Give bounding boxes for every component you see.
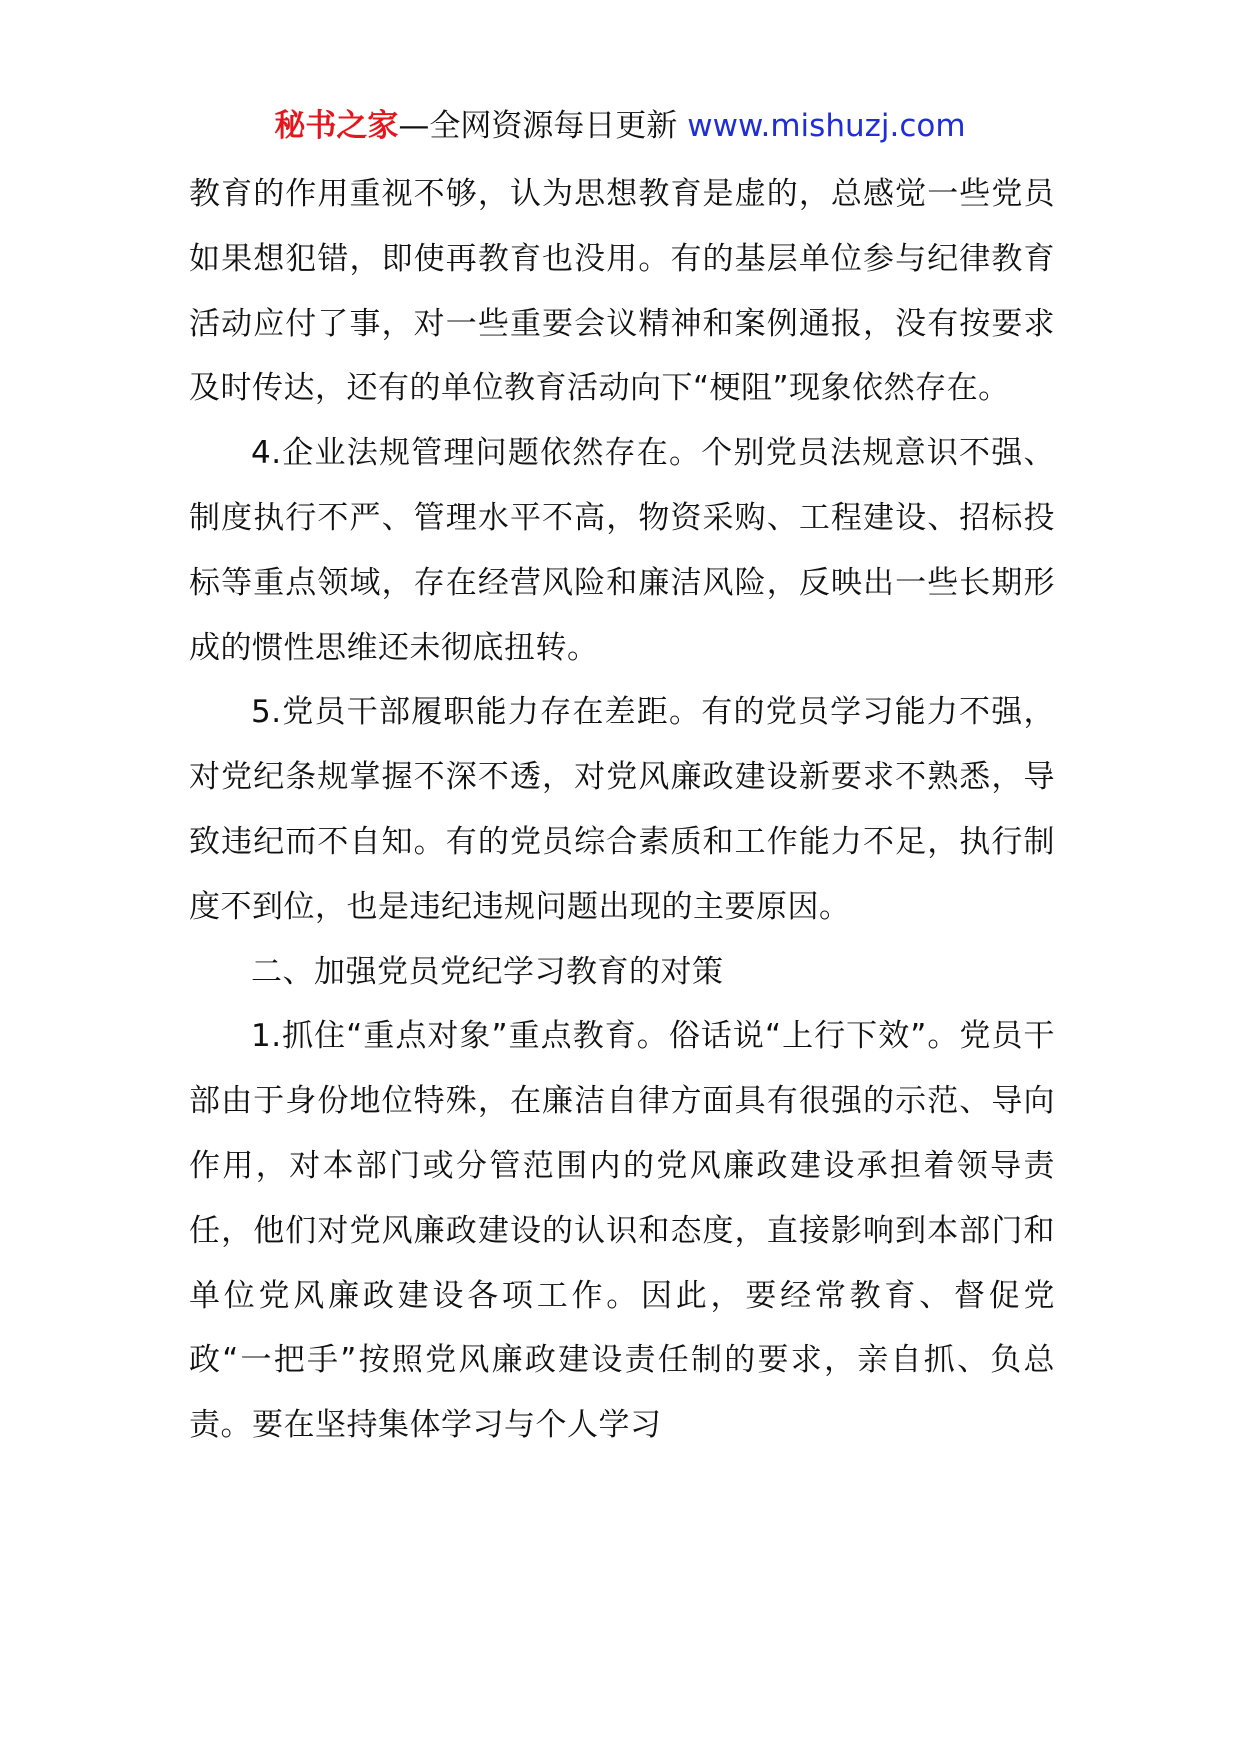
paragraph-continuation: 教育的作用重视不够，认为思想教育是虚的，总感觉一些党员如果想犯错，即使再教育也没用。有的基层单位参与纪律教育活动应付了事，对一些重要会议精神和案例通报，没有按要求及时传达，还有的单位教育活动向下“梗阻”现象依然存在。 [189, 176, 1055, 407]
section-heading: 二、加强党员党纪学习教育的对策 [251, 953, 724, 990]
website-link[interactable]: www.mishuzj.com [687, 108, 966, 144]
document-body [189, 162, 1055, 1458]
header-tagline: —全网资源每日更新 [398, 108, 678, 144]
page-header [0, 98, 1240, 154]
paragraph-countermeasure-1: 1.抓住“重点对象”重点教育。俗话说“上行下效”。党员干部由于身份地位特殊，在廉洁自律方面具有很强的示范、导向作用，对本部门或分管范围内的党风廉政建设承担着领导责任，他们对党风廉政建设的认识和态度，直接影响到本部门和单位党风廉政建设各项工作。因此，要经常教育、督促党政“一把手”按照党风廉政建设责任制的要求，亲自抓、负总责。要在坚持集体学习与个人学习 [189, 1018, 1055, 1444]
brand-name: 秘书之家 [274, 108, 399, 144]
paragraph-item-5: 5.党员干部履职能力存在差距。有的党员学习能力不强，对党纪条规掌握不深不透，对党风廉政建设新要求不熟悉，导致违纪而不自知。有的党员综合素质和工作能力不足，执行制度不到位，也是违纪违规问题出现的主要原因。 [189, 694, 1055, 925]
paragraph-item-4: 4.企业法规管理问题依然存在。个别党员法规意识不强、制度执行不严、管理水平不高，物资采购、工程建设、招标投标等重点领域，存在经营风险和廉洁风险，反映出一些长期形成的惯性思维还未彻底扭转。 [189, 435, 1055, 666]
